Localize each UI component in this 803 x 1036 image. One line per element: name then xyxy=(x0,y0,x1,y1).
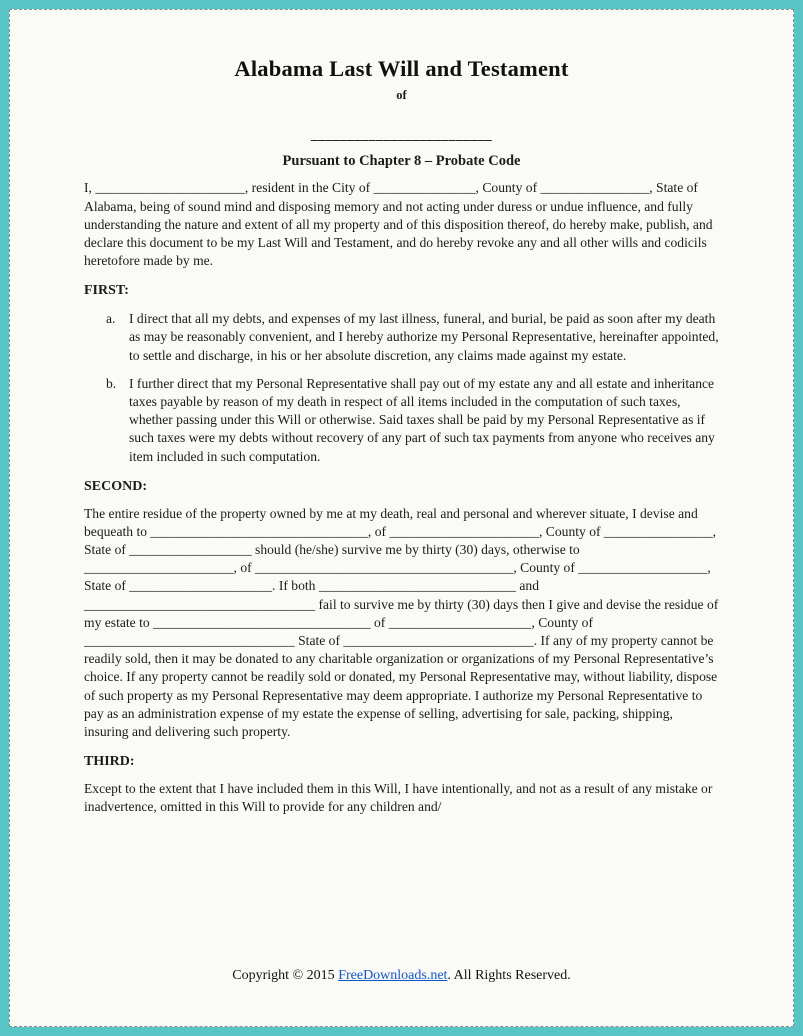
first-section-list xyxy=(84,310,719,466)
freedownloads-link[interactable]: FreeDownloads.net xyxy=(338,968,448,983)
copyright-prefix: Copyright © 2015 xyxy=(232,968,339,983)
document-content xyxy=(10,10,793,816)
intro-paragraph: I, ______________________, resident in the City of _______________, County of ________________, State of Alabama, being of sound mind and disposing memory and not acting under duress or undue influence, and fully understanding the nature and extent of all my property and of this disposition thereof, do hereby make, publish, and declare this document to be my Last Will and Testament, and do hereby revoke any and all other wills and codicils heretofore made by me. xyxy=(84,180,713,269)
section-heading-second: SECOND: xyxy=(84,478,148,494)
list-item xyxy=(84,375,719,466)
pursuant-line: Pursuant to Chapter 8 – Probate Code xyxy=(282,152,521,169)
testator-name-blank: _________________________ xyxy=(310,126,493,142)
document-title: Alabama Last Will and Testament xyxy=(234,56,569,81)
second-section-paragraph: The entire residue of the property owned by me at my death, real and personal and wherever situate, I devise and bequeath to ________________________________, of ______________________, County of ________________, State of __________________ should (he/she) survive me by thirty (30) days, otherwise to ______________________, of ______________________________________, County of ___________________, State of _____________________. If both _____________________________ and __________________________________ fail to survive me by thirty (30) days then I give and devise the residue of my estate to ________________________________ of _____________________, County of _______________________________ State of ____________________________. If any of my property cannot be readily sold, then it may be donated to any charitable organization or organizations of my Personal Representative’s choice. If any property cannot be readily sold or donated, my Personal Representative may, without liability, dispose of such property as my Personal Representative may deem appropriate. I authorize my Personal Representative to pay as an administration expense of my estate the expense of selling, advertising for sale, packing, shipping, insuring and delivering such property. xyxy=(84,505,719,739)
copyright-footer xyxy=(10,968,793,984)
list-item-marker: a. xyxy=(106,311,116,327)
third-section-paragraph: Except to the extent that I have included them in this Will, I have intentionally, and not as a result of any mistake or inadvertence, omitted in this Will to provide for any children and/ xyxy=(84,780,713,815)
list-item-text: I further direct that my Personal Representative shall pay out of my estate any and all estate and inheritance taxes payable by reason of my death in respect of all items included in the computation of such taxes, whether passing under this Will or otherwise. Said taxes shall be paid by my Personal Representative as if such taxes were my debts without recovery of any part of such tax payments from anyone who receives any item included in such computation. xyxy=(129,375,715,464)
of-label: of xyxy=(396,88,407,103)
section-heading-third: THIRD: xyxy=(84,754,135,770)
list-item-marker: b. xyxy=(106,375,117,391)
list-item xyxy=(84,310,719,365)
document-page xyxy=(9,9,794,1027)
section-heading-first: FIRST: xyxy=(84,283,129,299)
copyright-suffix: . All Rights Reserved. xyxy=(447,968,571,983)
list-item-text: I direct that all my debts, and expenses of my last illness, funeral, and burial, be paid as soon after my death as may be reasonably convenient, and I hereby authorize my Personal Representative, hereinafter appointed, to settle and discharge, in his or her absolute discretion, any claims made against my estate. xyxy=(129,311,719,363)
